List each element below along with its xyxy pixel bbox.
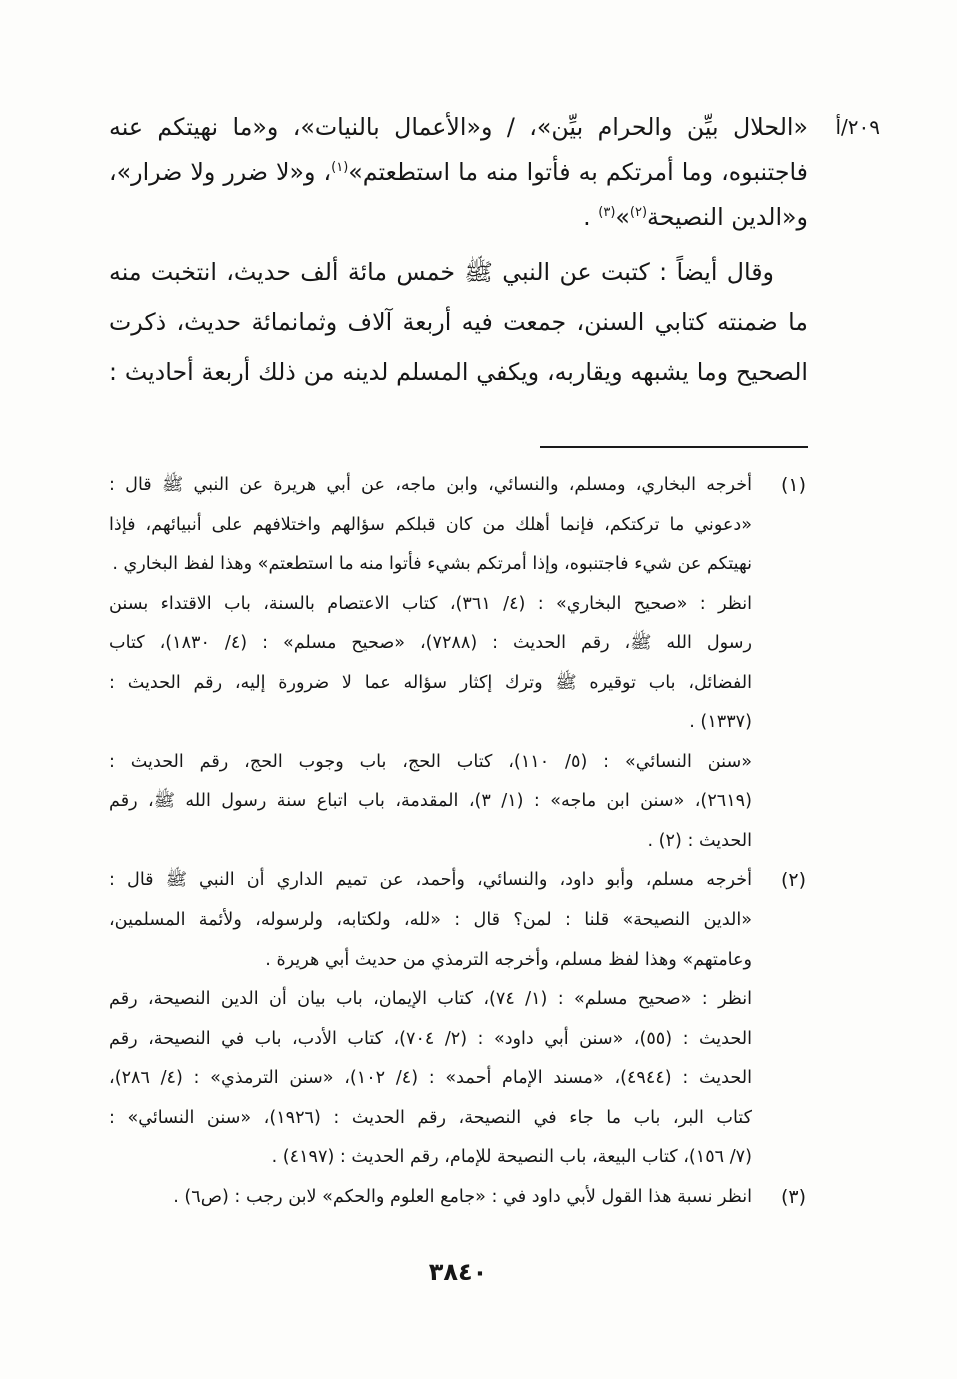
main-text-line xyxy=(108,150,808,195)
paragraph xyxy=(108,247,808,397)
footnote-number: (١) xyxy=(780,474,806,496)
main-text xyxy=(108,105,808,397)
text-segment: فاجتنبوه، وما أمرتكم به فأتوا منه ما استطعتم» xyxy=(348,158,808,186)
main-text-line xyxy=(108,195,808,240)
footnote-line: «دعوني ما تركتكم، فإنما أهلك من كان قبلكم سؤالهم واختلافهم على أنبيائهم، فإذا xyxy=(109,514,752,535)
footnote-ref: (١) xyxy=(331,160,349,176)
footnote-line: انظر نسبة هذا القول لأبي داود في : «جامع العلوم والحكم» لابن رجب : (ص٦) . xyxy=(173,1186,752,1207)
manuscript-folio-note: ٢٠٩/أ xyxy=(835,115,880,139)
footnote-line: (٢٦١٩)، «سنن ابن ماجه» : (١/ ٣)، المقدمة، باب اتباع سنة رسول الله ﷺ، رقم xyxy=(108,791,752,812)
footnote-line: الحديث : (٢) . xyxy=(647,830,752,851)
footnote-line: وعامتهم» وهذا لفظ مسلم، وأخرجه الترمذي من حديث أبي هريرة . xyxy=(265,949,752,970)
main-text-line: الصحيح وما يشبهه ويقاربه، ويكفي المسلم لدينه من ذلك أربعة أحاديث : xyxy=(109,358,808,386)
footnote-line: أخرجه البخاري، ومسلم، والنسائي، وابن ماجه، عن أبي هريرة عن النبي ﷺ قال : xyxy=(109,475,752,495)
footnote-1 xyxy=(108,466,808,861)
footnote-line: الحديث : (٤٩٤٤)، «مسند الإمام أحمد» : (٤/ ١٠٢)، «سنن الترمذي» : (٤/ ٢٨٦)، xyxy=(109,1068,752,1089)
footnote-line: انظر : «صحيح مسلم» : (١/ ٧٤)، كتاب الإيمان، باب بيان أن الدين النصيحة، رقم xyxy=(108,989,752,1010)
footnote-line: انظر : «صحيح البخاري» : (٤/ ٣٦١)، كتاب الاعتصام بالسنة، باب الاقتداء بسنن xyxy=(109,593,752,614)
text-segment: . xyxy=(583,203,599,231)
text-segment: و«الدين النصيحة xyxy=(647,203,808,231)
footnote-line: أخرجه مسلم، وأبو داود، والنسائي، وأحمد، عن تميم الداري أن النبي ﷺ قال : xyxy=(109,870,752,891)
footnote-line: «سنن النسائي» : (٥/ ١١٠)، كتاب الحج، باب وجوب الحج، رقم الحديث : xyxy=(108,751,752,772)
footnotes xyxy=(108,466,808,1217)
footnote-line: رسول الله ﷺ، رقم الحديث : (٧٢٨٨)، «صحيح مسلم» : (٤/ ١٨٣٠)، كتاب xyxy=(109,633,752,654)
main-text-line: وقال أيضاً : كتبت عن النبي ﷺ خمس مائة ألف حديث، انتخبت منه xyxy=(109,258,774,286)
footnote-line: (٧/ ١٥٦)، كتاب البيعة، باب النصيحة للإمام، رقم الحديث : (٤١٩٧) . xyxy=(271,1147,752,1168)
footnote-2 xyxy=(108,861,808,1177)
footnote-line: الفضائل، باب توقيره ﷺ وترك إكثار سؤاله عما لا ضرورة إليه، رقم الحديث : xyxy=(109,672,752,693)
footnote-line: نهيتكم عن شيء فاجتنبوه، وإذا أمرتكم بشيء فأتوا منه ما استطعتم» وهذا لفظ البخاري . xyxy=(112,554,752,575)
text-segment: ، و«لا ضرر ولا ضرار»، xyxy=(109,158,332,186)
footnote-3 xyxy=(108,1178,808,1218)
text-segment: » xyxy=(615,203,630,231)
footnote-line: كتاب البر، باب ما جاء في النصيحة، رقم الحديث : (١٩٢٦)، «سنن النسائي» : xyxy=(109,1107,752,1128)
page-number: ٣٨٤٠ xyxy=(428,1258,488,1286)
footnote-number: (٢) xyxy=(780,869,806,892)
footnote-ref: (٣) xyxy=(598,205,616,221)
footnote-ref: (٢) xyxy=(629,205,648,221)
footnote-line: الحديث : (٥٥)، «سنن أبي داود» : (٢/ ٧٠٤)، كتاب الأدب، باب في النصيحة، رقم xyxy=(109,1028,752,1049)
paragraph xyxy=(108,105,808,240)
footnote-line: (١٣٣٧) . xyxy=(689,712,752,733)
footnote-line: «الدين النصيحة» قلنا : لمن؟ قال : «لله، ولكتابه، ولرسوله، ولأئمة المسلمين، xyxy=(109,910,752,931)
footnote-number: (٣) xyxy=(780,1185,806,1208)
main-text-line: «الحلال بيِّن والحرام بيِّن»، / و«الأعمال بالنيات»، و«ما نهيتكم عنه xyxy=(109,113,808,141)
main-text-line: ما ضمنته كتابي السنن، جمعت فيه أربعة آلاف وثمانمائة حديث، ذكرت xyxy=(109,308,808,336)
footnote-separator xyxy=(540,446,808,448)
